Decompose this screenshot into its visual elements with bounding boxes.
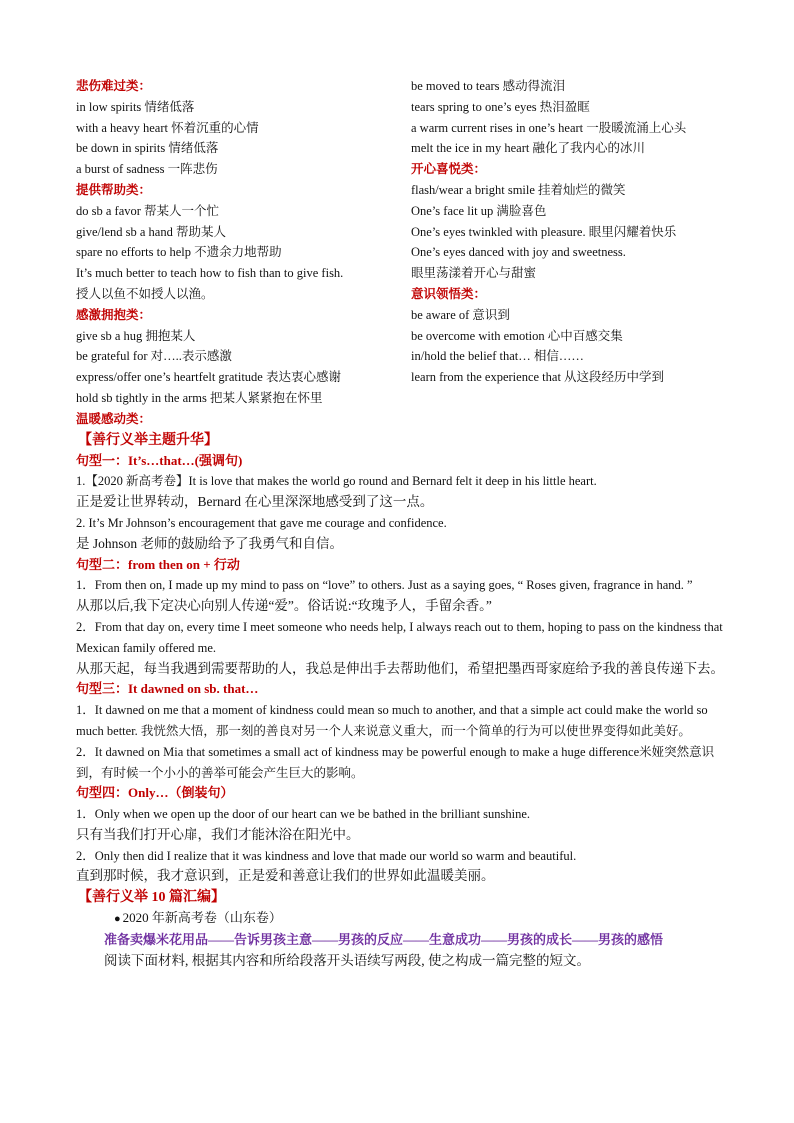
document-page	[76, 76, 726, 972]
pattern-heading: 句型二：from then on + 行动	[76, 556, 240, 572]
vocab-item: be moved to tears 感动得流泪	[411, 79, 566, 93]
example-sentence: 2．It dawned on Mia that sometimes a small act of kindness may be powerful enough to make a huge difference米娅突然意识到，有时候一个小小的善举可能会产生巨大的影响。	[76, 744, 715, 780]
vocab-item: flash/wear a bright smile 挂着灿烂的微笑	[411, 182, 626, 197]
section-title-compilation: 【善行义举 10 篇汇编】	[78, 890, 225, 906]
vocab-item: 眼里荡漾着开心与甜蜜	[411, 266, 537, 281]
category-heading: 意识领悟类：	[411, 286, 487, 301]
example-translation: 从那天起，每当我遇到需要帮助的人，我总是伸出手去帮助他们，希望把墨西哥家庭给予我的善良传递下去。	[76, 660, 724, 676]
vocab-column-right	[411, 76, 726, 430]
vocab-columns	[76, 76, 726, 430]
vocab-item: with a heavy heart 怀着沉重的心情	[76, 120, 259, 135]
vocab-item: be down in spirits 情绪低落	[76, 141, 219, 156]
vocab-item: be aware of 意识到	[411, 307, 510, 322]
example-sentence: 2．Only then did I realize that it was kindness and love that made our world so warm and beautiful.	[76, 848, 577, 863]
source-text: 2020 年新高考卷（山东卷）	[122, 910, 282, 926]
sentence-patterns	[76, 451, 726, 888]
example-sentence: 2. It’s Mr Johnson’s encouragement that gave me courage and confidence.	[76, 515, 447, 530]
example-translation: 是 Johnson 老师的鼓励给予了我勇气和自信。	[76, 535, 344, 551]
example-translation: 只有当我们打开心扉，我们才能沐浴在阳光中。	[76, 826, 360, 842]
example-translation: 正是爱让世界转动，Bernard 在心里深深地感受到了这一点。	[76, 494, 434, 510]
vocab-item: give/lend sb a hand 帮助某人	[76, 224, 226, 239]
example-sentence: 1．It dawned on me that a moment of kindness could mean so much to another, and that a simple act could make the world so much better. 我恍然大悟，那一刻的善良对另一个人来说意义重大，而一个简单的行为可以使世界变得如此美好。	[76, 703, 708, 738]
vocab-item: express/offer one’s heartfelt gratitude 表达衷心感谢	[76, 370, 341, 385]
plot-outline: 准备卖爆米花用品——告诉男孩主意——男孩的反应——生意成功——男孩的成长——男孩的感悟	[104, 932, 664, 948]
vocab-item: hold sb tightly in the arms 把某人紧紧抱在怀里	[76, 390, 323, 405]
category-heading: 温暖感动类：	[76, 411, 152, 426]
vocab-item: do sb a favor 帮某人一个忙	[76, 203, 220, 218]
section-title-theme: 【善行义举主题升华】	[78, 432, 218, 448]
example-sentence: 2．From that day on, every time I meet someone who needs help, I always reach out to them, hoping to pass on the kindness that Mexican family offered me.	[76, 619, 723, 655]
example-sentence: 1．From then on, I made up my mind to pass on “love” to others. Just as a saying goes, “ Roses given, fragrance in hand. ”	[76, 578, 693, 593]
task-instruction: 阅读下面材料, 根据其内容和所给段落开头语续写两段, 使之构成一篇完整的短文。	[104, 952, 590, 968]
vocab-item: in/hold the belief that… 相信……	[411, 349, 584, 364]
vocab-item: 授人以鱼不如授人以渔。	[76, 286, 214, 301]
pattern-heading: 句型四：Only…（倒装句）	[76, 785, 234, 801]
bullet-icon: ●	[114, 913, 121, 926]
vocab-item: tears spring to one’s eyes 热泪盈眶	[411, 99, 590, 114]
vocab-item: a burst of sadness 一阵悲伤	[76, 162, 218, 177]
example-sentence: 1．Only when we open up the door of our heart can we be bathed in the brilliant sunshine.	[76, 807, 531, 822]
vocab-item: be overcome with emotion 心中百感交集	[411, 328, 623, 343]
pattern-heading: 句型一：It’s…that…(强调句)	[76, 452, 243, 468]
vocab-item: learn from the experience that 从这段经历中学到	[411, 370, 665, 385]
vocab-item: spare no efforts to help 不遗余力地帮助	[76, 245, 282, 260]
vocab-item: One’s eyes danced with joy and sweetness.	[411, 245, 626, 260]
vocab-item: be grateful for 对…..表示感激	[76, 349, 232, 364]
vocab-item: It’s much better to teach how to fish than to give fish.	[76, 266, 344, 281]
pattern-heading: 句型三：It dawned on sb. that…	[76, 681, 259, 697]
example-sentence: 1.【2020 新高考卷】It is love that makes the world go round and Bernard felt it deep in his little heart.	[76, 474, 597, 489]
category-heading: 感激拥抱类：	[76, 307, 152, 322]
example-translation: 直到那时候，我才意识到，正是爱和善意让我们的世界如此温暖美丽。	[76, 868, 495, 884]
category-heading: 提供帮助类：	[76, 182, 152, 197]
vocab-item: in low spirits 情绪低落	[76, 99, 195, 114]
example-translation: 从那以后,我下定决心向别人传递“爱”。俗话说:“玫瑰予人，手留余香。”	[76, 598, 492, 614]
source-line	[114, 908, 726, 930]
category-heading: 悲伤难过类：	[76, 79, 152, 93]
category-heading: 开心喜悦类：	[411, 162, 487, 177]
vocab-column-left	[76, 76, 411, 430]
vocab-item: a warm current rises in one’s heart 一股暖流涌上心头	[411, 120, 687, 135]
vocab-item: melt the ice in my heart 融化了我内心的冰川	[411, 141, 645, 156]
vocab-item: give sb a hug 拥抱某人	[76, 328, 196, 343]
vocab-item: One’s eyes twinkled with pleasure. 眼里闪耀着快乐	[411, 224, 677, 239]
vocab-item: One’s face lit up 满脸喜色	[411, 203, 547, 218]
